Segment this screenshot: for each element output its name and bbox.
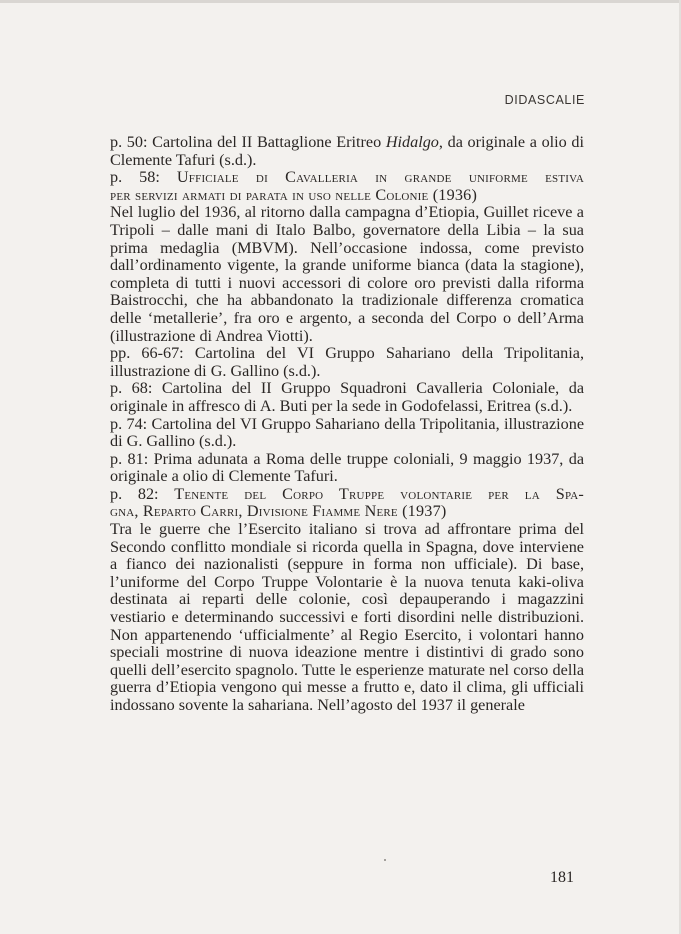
scan-edge-top <box>0 0 681 3</box>
caption-text: , da originale a olio di Clemente Tafuri (s.d.). <box>110 133 585 169</box>
caption-text: Cartolina del II Gruppo Squadroni Cavalleria Coloniale, da originale in affresco di A. Buti per la sede in Godofelassi, Eritrea (s.d.). <box>110 379 585 415</box>
caption-entry-p74 <box>110 416 584 451</box>
scan-speck <box>384 859 386 861</box>
caption-description: Nel luglio del 1936, al ritorno dalla campagna d’Etiopia, Guillet riceve a Tripoli – dalle mani di Italo Balbo, governatore della Libia – la sua prima medaglia (MBVM). Nell’occasione indossa, come previsto dall’ordinamento vigente, la grande uniforme bianca (data la stagione), completa di tutti i nuovi accessori di colore oro previsti dalla riforma Baistrocchi, che ha abbandonato la tradizionale differenza cromatica delle ‘metallerie’, fra oro e argento, a seconda del Corpo o dell’Arma (illustrazione di Andrea Viotti). <box>110 203 584 345</box>
caption-text: Prima adunata a Roma delle truppe coloniali, 9 maggio 1937, da originale a olio di Clemente Tafuri. <box>110 449 585 486</box>
captions-body <box>110 134 584 715</box>
page-ref: p. 82: <box>110 484 159 503</box>
caption-entry-p68 <box>110 380 584 415</box>
running-header: DIDASCALIE <box>504 93 585 107</box>
caption-description: Tra le guerre che l’Esercito italiano si trova ad affrontare prima del Secondo conflitto mondiale si ricorda quella in Spagna, dove interviene a fianco dei nazionalisti (seppure in forma non ufficiale). Di base, l’uniforme del Corpo Truppe Volontarie è la nuova tenuta kaki-oliva destinata ai reparti delle colonie, così depauperando i magazzini vestiario e determinando successivi e forti disordini nelle distribuzioni. Non appartenendo ‘ufficialmente’ al Regio Esercito, i volontari hanno speciali mostrine di nuova ideazione mentre i distintivi di grado sono quelli dell’esercito spagnolo. Tutte le esperienze maturate nel corso della guerra d’Etiopia vengono qui messe a frutto e, dato il clima, gli ufficiali indossano sovente la sahariana. Nell’agosto del 1937 il generale <box>110 520 584 714</box>
page-ref: pp. 66-67: <box>110 344 184 363</box>
page-ref: p. 50: <box>110 133 148 151</box>
page-ref: p. 58: <box>110 168 160 187</box>
page-ref: p. 74: <box>110 414 148 433</box>
caption-entry-p66-67 <box>110 345 584 380</box>
caption-entry-p81 <box>110 451 584 486</box>
page-ref: p. 68: <box>110 379 153 398</box>
caption-text: Cartolina del VI Gruppo Sahariano della Tripolitania, illustrazione di G. Gallino (s.d.). <box>110 414 585 451</box>
caption-entry-p58 <box>110 169 584 345</box>
page-ref: p. 81: <box>110 449 149 468</box>
caption-entry-p50 <box>110 134 584 169</box>
caption-text: Cartolina del II Battaglione Eritreo <box>152 133 386 151</box>
caption-title-line: Tenente del Corpo Truppe volontarie per la Spa- <box>174 484 585 503</box>
caption-italic-title: Hidalgo <box>385 133 439 151</box>
caption-entry-p82 <box>110 486 584 715</box>
caption-text: Cartolina del VI Gruppo Sahariano della Tripolitania, illustrazione di G. Gallino (s.d.). <box>110 344 585 380</box>
page-number: 181 <box>550 869 574 886</box>
caption-title-line: Ufficiale di Cavalleria in grande uniforme estiva <box>176 168 585 187</box>
caption-title-line: gna, Reparto Carri, Divisione Fiamme Nere (1937) <box>110 502 447 521</box>
caption-title-line: per servizi armati di parata in uso nelle Colonie (1936) <box>110 185 478 204</box>
